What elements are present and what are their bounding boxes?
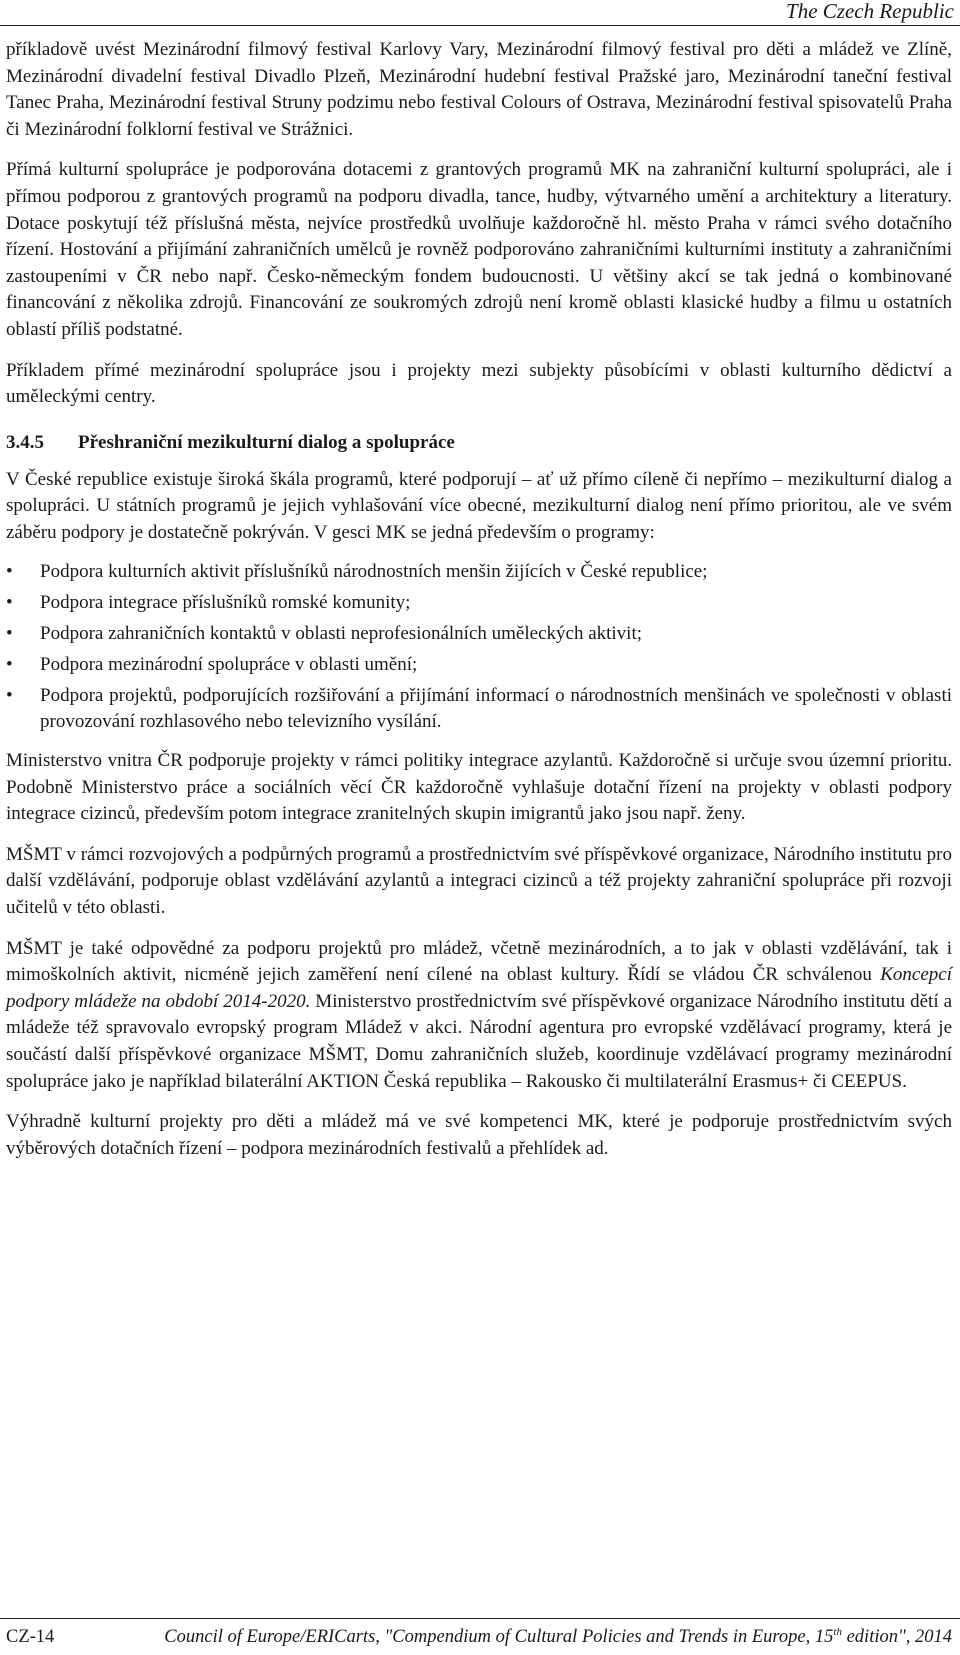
citation-edition-ordinal: th: [833, 1626, 842, 1638]
bullet-icon: •: [6, 591, 13, 613]
paragraph-heritage-projects: Příkladem přímé mezinárodní spolupráce jsou i projekty mezi subjekty působícími v oblasti kulturního dědictví a uměleckými centry.: [6, 359, 952, 408]
program-bullet-list: [6, 559, 952, 737]
citation-text-end: edition", 2014: [841, 1627, 952, 1647]
paragraph-direct-cooperation: Přímá kulturní spolupráce je podporována dotacemi z grantových programů MK na zahraniční kulturní spolupráci, ale i přímou podporou z grantových programů na podporu divadla, tance, hudby, výtvarného umění a architektury a literatury. Dotace poskytují též příslušná města, nejvíce prostředků uvolňuje každoročně hl. město Praha v rámci svého dotačního řízení. Hostování a přijímání zahraničních umělců je rovněž podporováno zahraničními kulturními instituty a zahraničními zastoupeními v ČR nebo např. Česko-německým fondem budoucnosti. U většiny akcí se tak jedná o kombinované financování z několika zdrojů. Financování ze soukromých zdrojů není kromě oblasti klasické hudby a filmu u ostatních oblastí příliš podstatné.: [6, 159, 952, 340]
section-title: Přeshraniční mezikulturní dialog a spolupráce: [78, 431, 455, 453]
list-item: [6, 683, 952, 736]
list-item: [6, 590, 952, 617]
page-body: [6, 37, 952, 1176]
paragraph-msmt-youth-start: MŠMT je také odpovědné za podporu projektů pro mládež, včetně mezinárodních, a to jak v oblasti vzdělávání, tak i mimoškolních aktivit, nicméně jejich zaměření není cílené na oblast kultury. Řídí se vládou ČR schválenou: [6, 937, 952, 986]
footer-citation: [164, 1625, 952, 1649]
section-heading: [6, 431, 952, 455]
paragraph-msmt-asylum: MŠMT v rámci rozvojových a podpůrných programů a prostřednictvím své příspěvkové organizace, Národního institutu pro další vzdělávání, podporuje oblast vzdělávání azylantů a integraci cizinců a též projekty zahraniční spolupráce při rozvoji učitelů v této oblasti.: [6, 843, 952, 919]
citation-text: Council of Europe/ERICarts, "Compendium of Cultural Policies and Trends in Europe, 15: [164, 1627, 834, 1647]
page-number: CZ-14: [6, 1627, 55, 1647]
list-item: [6, 652, 952, 679]
bullet-icon: •: [6, 684, 13, 706]
list-item: [6, 621, 952, 648]
header-rule: [0, 25, 960, 26]
bullet-icon: •: [6, 622, 13, 644]
bullet-icon: •: [6, 653, 13, 675]
page-footer: [6, 1625, 952, 1651]
footer-rule: [0, 1618, 960, 1619]
paragraph-festivals: příkladově uvést Mezinárodní filmový festival Karlovy Vary, Mezinárodní filmový festival pro děti a mládež ve Zlíně, Mezinárodní divadelní festival Divadlo Plzeň, Mezinárodní hudební festival Pražské jaro, Mezinárodní taneční festival Tanec Praha, Mezinárodní festival Struny podzimu nebo festival Colours of Ostrava, Mezinárodní festival spisovatelů Praha či Mezinárodní folklorní festival ve Strážnici.: [6, 39, 952, 140]
list-item-text: Podpora zahraničních kontaktů v oblasti neprofesionálních uměleckých aktivit;: [40, 622, 643, 644]
list-item-text: Podpora projektů, podporujících rozšiřování a přijímání informací o národnostních menšinách ve společnosti v oblasti provozování rozhlasového nebo televizního vysílání.: [40, 684, 952, 733]
list-item-text: Podpora mezinárodní spolupráce v oblasti umění;: [40, 653, 418, 675]
list-item-text: Podpora integrace příslušníků romské komunity;: [40, 591, 411, 613]
list-item: [6, 559, 952, 586]
paragraph-section-intro: V České republice existuje široká škála programů, které podporují – ať už přímo cíleně či nepřímo – mezikulturní dialog a spolupráci. U státních programů je jejich vyhlašování více obecné, mezikulturní dialog není přímo prioritou, ale ve svém záběru podpory je dostatečně pokrýván. V gesci MK se jedná především o programy:: [6, 468, 952, 543]
paragraph-ministry-interior: Ministerstvo vnitra ČR podporuje projekty v rámci politiky integrace azylantů. Každoročně si určuje svou územní prioritu. Podobně Ministerstvo práce a sociálních věcí ČR každoročně vyhlašuje dotační řízení na projekty v oblasti podpory integrace cizinců, především potom integrace zranitelných skupin imigrantů jako jsou např. ženy.: [6, 750, 952, 825]
bullet-icon: •: [6, 560, 13, 582]
paragraph-mk-children: Výhradně kulturní projekty pro děti a mládež má ve své kompetenci MK, které je podporuje prostřednictvím svých výběrových dotačních řízení – podpora mezinárodních festivalů a přehlídek ad.: [6, 1111, 952, 1159]
policy-concept-title: Koncepcí podpory mládeže na období 2014-2020.: [6, 964, 952, 1012]
running-header-title: The Czech Republic: [786, 0, 954, 23]
list-item-text: Podpora kulturních aktivit příslušníků národnostních menšin žijících v České republice;: [40, 560, 708, 582]
paragraph-msmt-youth: [6, 936, 952, 1096]
section-number: 3.4.5: [6, 431, 44, 453]
paragraph-msmt-youth-end: Ministerstvo prostřednictvím své příspěvkové organizace Národního institutu dětí a mládeže též spravovalo evropský program Mládež v akci. Národní agentura pro evropské vzdělávací programy, která je součástí další příspěvkové organizace MŠMT, Domu zahraničních služeb, koordinuje vzdělávací programy mezinárodní spolupráce jako je například bilaterální AKTION Česká republika – Rakousko či multilaterální Erasmus+ či CEEPUS.: [6, 990, 952, 1092]
